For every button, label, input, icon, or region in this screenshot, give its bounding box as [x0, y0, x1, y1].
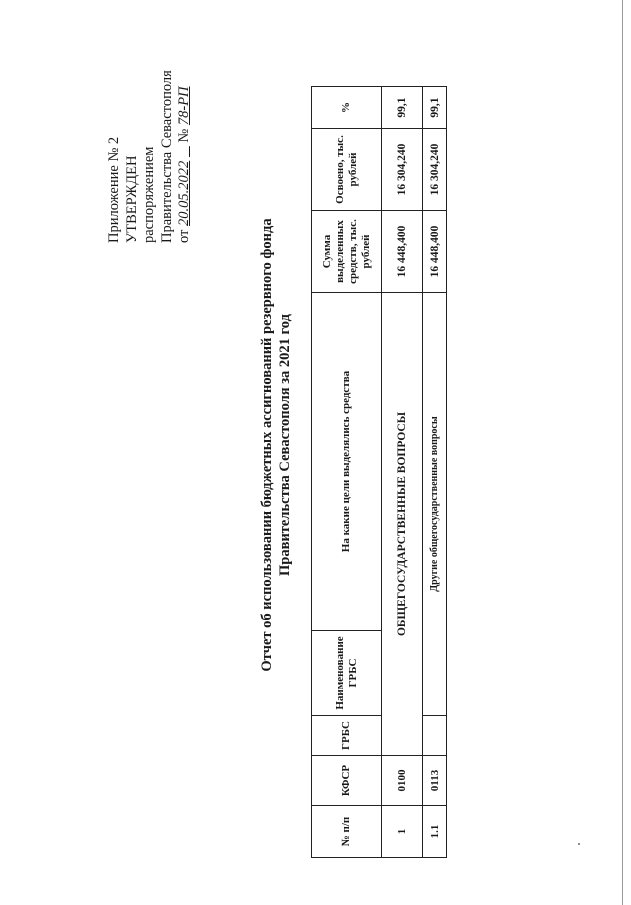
approval-number: 78-РП [176, 86, 192, 126]
title-line-1: Отчет об использовании бюджетных ассигнований резервного фонда [259, 218, 275, 672]
row-kfsr: 0113 [423, 756, 447, 806]
header-kfsr: КФСР [312, 756, 382, 806]
order-label: распоряжением [141, 146, 157, 243]
scan-edge-line [622, 0, 623, 905]
header-spent: Освоено, тыс. рублей [312, 129, 382, 211]
row-grbs [423, 716, 447, 756]
header-purpose: На какие цели выделялись средства [312, 293, 382, 631]
row-purpose: Другие общегосударственные вопросы [423, 293, 447, 716]
government-label: Правительства Севастополя [158, 70, 175, 243]
row-spent: 16 304,240 [423, 129, 447, 211]
approval-date: 20.05.2022 [176, 160, 192, 226]
row-allocated: 16 448,400 [423, 211, 447, 293]
approval-block [106, 23, 194, 243]
row-num: 1.1 [423, 806, 447, 858]
header-grbs-name: Наименование ГРБС [312, 631, 382, 716]
header-allocated: Сумма выделенных средств, тыс. рублей [312, 211, 382, 293]
table-row [423, 87, 447, 858]
row-spent: 16 304,240 [382, 129, 423, 211]
title-line-2: Правительства Севастополя за 2021 год [277, 314, 293, 576]
header-percent: % [312, 87, 382, 129]
approved-label: УТВЕРЖДЕН [123, 155, 140, 243]
row-percent: 99,1 [382, 87, 423, 129]
date-prefix: от [176, 229, 192, 243]
row-percent: 99,1 [423, 87, 447, 129]
document-title [258, 105, 294, 785]
scan-speck [578, 843, 580, 845]
header-grbs: ГРБС [312, 716, 382, 756]
header-num: № п/п [312, 806, 382, 858]
row-num: 1 [382, 806, 423, 858]
row-section-label: ОБЩЕГОСУДАРСТВЕННЫЕ ВОПРОСЫ [382, 293, 423, 756]
row-kfsr: 0100 [382, 756, 423, 806]
number-prefix: № [176, 128, 192, 143]
row-allocated: 16 448,400 [382, 211, 423, 293]
table-row [382, 87, 423, 858]
appendix-label: Приложение № 2 [106, 136, 122, 243]
date-number-line [176, 23, 194, 243]
table-header-row [312, 87, 382, 858]
report-table [311, 86, 447, 858]
